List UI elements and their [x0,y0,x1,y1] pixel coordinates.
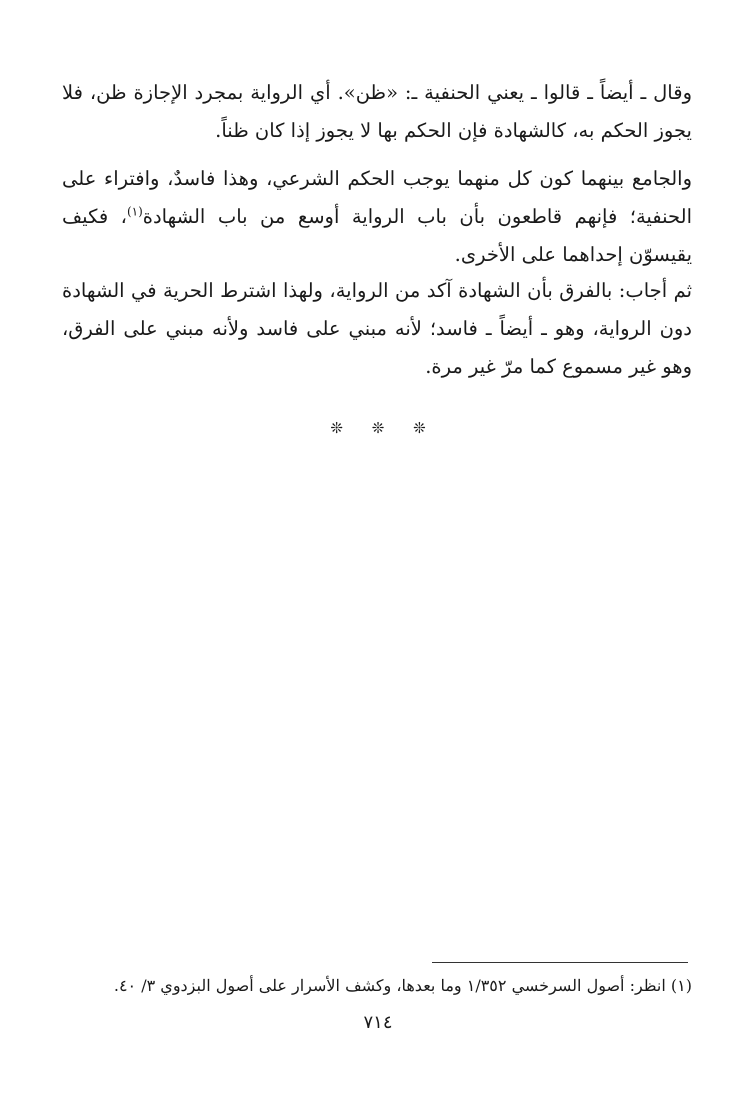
footnote-text: (١) انظر: أصول السرخسي ١/٣٥٢ وما بعدها، وكشف الأسرار على أصول البزدوي ٣/ ٤٠. [113,976,692,995]
page-number: ٧١٤ [363,1012,393,1033]
separator-star-icon: ❊ [413,419,426,437]
paragraph-2-text [62,160,692,274]
paragraph-2 [62,160,692,274]
paragraph-2-text-before: والجامع بينهما كون كل منهما يوجب الحكم الشرعي، وهذا فاسدٌ، وافتراء على الحنفية؛ فإنهم قاطعون بأن باب الرواية أوسع من باب الشهادة [62,167,692,228]
separator-star-icon: ❊ [330,419,343,437]
section-separator [0,419,756,437]
paragraph-3-text: ثم أجاب: بالفرق بأن الشهادة آكد من الرواية، ولهذا اشترط الحرية في الشهادة دون الرواية، وهو ـ أيضاً ـ فاسد؛ لأنه مبني على فاسد ولأنه مبني على الفرق، وهو غير مسموع كما مرّ غير مرة. [62,279,692,378]
footnote-rule [432,962,688,963]
paragraph-1-text: وقال ـ أيضاً ـ قالوا ـ يعني الحنفية ـ: «ظن». أي الرواية بمجرد الإجازة ظن، فلا يجوز الحكم به، كالشهادة فإن الحكم بها لا يجوز إذا كان ظناً. [62,81,692,142]
footnote [62,972,692,1000]
separator-star-icon: ❊ [371,419,385,437]
paragraph-3 [62,272,692,386]
footnote-reference-mark: (١) [126,204,143,219]
paragraph-1 [62,74,692,150]
paragraph-2-text-after: ، فكيف يقيسوّن إحداهما على الأخرى. [62,205,692,266]
